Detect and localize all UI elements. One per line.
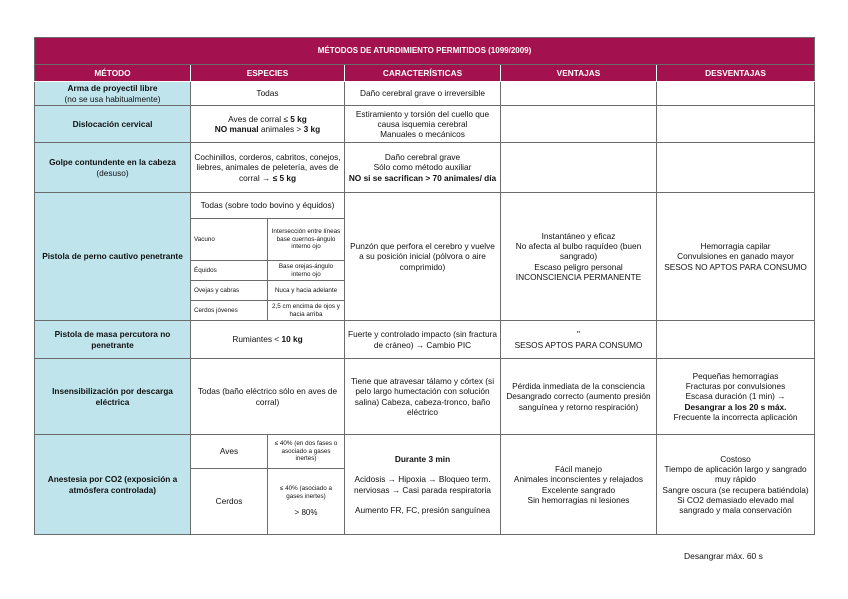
subspecies-name: Ovejas y cabras [191, 281, 268, 301]
subspecies-name: Équidos [191, 261, 268, 281]
table-row [35, 321, 815, 359]
characteristic-line: Manuales o mecánicos [380, 129, 465, 140]
characteristic-line: Acidosis → Hipoxia → Bloqueo term. nerviosas → Casi parada respiratoria [354, 474, 491, 495]
disadvantage-line: Convulsiones en ganado mayor [677, 251, 794, 262]
subspecies-position: Base orejas-ángulo interno ojo [268, 261, 345, 281]
disadvantage-line: Fracturas por convulsiones [685, 381, 786, 392]
subspecies-name: Cerdos jóvenes [191, 301, 268, 321]
disadvantage-line: Escasa duración (1 min) → [685, 391, 786, 402]
method-name: Arma de proyectil libre [67, 83, 158, 94]
characteristics-cell [345, 143, 501, 193]
disadvantage-line: Sangre oscura (se recupera batiéndola) [662, 484, 809, 495]
species-cell [191, 106, 345, 143]
species-cell [191, 143, 345, 193]
table-title: MÉTODOS DE ATURDIMIENTO PERMITIDOS (1099/2009) [35, 38, 815, 65]
disadvantages-cell [657, 193, 815, 321]
characteristic-line: Daño cerebral grave [384, 152, 461, 163]
disadvantage-line: Pequeñas hemorragias [692, 371, 779, 382]
header-ventajas: VENTAJAS [501, 65, 657, 82]
disadvantage-line: Hemorragia capilar [700, 241, 771, 252]
concentration-line: > 80% [294, 508, 318, 518]
advantages-cell [501, 435, 657, 535]
advantage-line: SESOS APTOS PARA CONSUMO [514, 339, 643, 350]
characteristics-cell: Tiene que atravesar tálamo y córtex (si pelo largo humectación con solución salina) Cabeza, cabeza-tronco, baño eléctrico [345, 359, 501, 435]
species-cell: Todas [191, 82, 345, 106]
species-limit: ≤ 5 kg [272, 172, 297, 183]
characteristic-line: Sólo como método auxiliar [373, 162, 472, 173]
method-name: Dislocación cervical [35, 106, 191, 143]
concentration-cell [268, 469, 345, 535]
subspecies-name: Vacuno [191, 219, 268, 261]
method-note: (no se usa habitualmente) [64, 93, 161, 104]
characteristic-line: Aumento FR, FC, presión sanguínea [354, 504, 491, 515]
species-text: Rumiantes < [232, 334, 282, 345]
characteristics-cell: Daño cerebral grave o irreversible [345, 82, 501, 106]
header-metodo: MÉTODO [35, 65, 191, 82]
header-caracteristicas: CARACTERÍSTICAS [345, 65, 501, 82]
advantage-line: INCONSCIENCIA PERMANENTE [515, 271, 642, 282]
species-cell: Todas (baño eléctrico sólo en aves de corral) [191, 359, 345, 435]
method-note: (desuso) [96, 167, 129, 178]
advantage-line: " [577, 329, 580, 340]
header-especies: ESPECIES [191, 65, 345, 82]
species-cell: Todas (sobre todo bovino y équidos) [191, 193, 345, 219]
disadvantages-cell [657, 321, 815, 359]
advantage-line: Excelente sangrado [541, 484, 616, 495]
advantage-line: Instantáneo y eficaz [541, 231, 616, 242]
method-cell [35, 143, 191, 193]
method-name: Pistola de masa percutora no penetrante [35, 321, 191, 359]
stunning-methods-table [34, 37, 815, 535]
advantages-cell [501, 193, 657, 321]
header-desventajas: DESVENTAJAS [657, 65, 815, 82]
disadvantages-cell [657, 82, 815, 106]
disadvantages-cell [657, 143, 815, 193]
species-cell [191, 321, 345, 359]
characteristics-cell [345, 435, 501, 535]
species-note: NO manual [214, 124, 259, 134]
concentration-line: ≤ 40% (asociado a gases inertes) [279, 485, 333, 500]
disadvantage-line: Tiempo de aplicación largo y sangrado muy rápido [664, 464, 807, 485]
advantage-line: No afecta al bulbo raquídeo (buen sangrado) [515, 241, 642, 262]
disadvantage-line: Si CO2 demasiado elevado mal sangrado y mala conservación [677, 494, 794, 515]
disadvantage-line: Desangrar a los 20 s máx. [684, 401, 787, 412]
disadvantage-line: Frecuente la incorrecta aplicación [673, 411, 798, 422]
method-name: Insensibilización por descarga eléctrica [35, 359, 191, 435]
species-text: Aves de corral ≤ [228, 113, 291, 124]
characteristic-line: Estiramiento y torsión del cuello que causa isquemia cerebral [355, 108, 490, 129]
table-row [35, 82, 815, 106]
species-limit: 5 kg [290, 113, 307, 124]
table-row [35, 106, 815, 143]
table-row [35, 193, 815, 219]
table-row [35, 435, 815, 469]
advantage-line: Sin hemorragias ni lesiones [527, 494, 630, 505]
species-text: animales > [258, 124, 304, 134]
advantage-line: Animales inconscientes y relajados [513, 474, 644, 485]
advantage-line: Fácil manejo [554, 464, 603, 475]
subspecies-position: Intersección entre líneas base cuernos-ángulo interno ojo [268, 219, 345, 261]
characteristics-cell: Punzón que perfora el cerebro y vuelve a su posición inicial (pólvora o aire comprimido) [345, 193, 501, 321]
characteristics-cell [345, 106, 501, 143]
characteristics-cell: Fuerte y controlado impacto (sin fractura de cráneo) → Cambio PIC [345, 321, 501, 359]
table-row [35, 143, 815, 193]
advantages-cell [501, 143, 657, 193]
disadvantages-cell [657, 435, 815, 535]
disadvantage-line: SESOS NO APTOS PARA CONSUMO [664, 261, 807, 272]
method-name: Pistola de perno cautivo penetrante [35, 193, 191, 321]
advantages-cell [501, 359, 657, 435]
advantages-cell [501, 106, 657, 143]
advantages-cell [501, 82, 657, 106]
characteristic-line: NO si se sacrifican > 70 animales/ día [348, 172, 497, 183]
subspecies-name: Cerdos [191, 469, 268, 535]
method-cell [35, 82, 191, 106]
concentration-cell: ≤ 40% (en dos fases o asociado a gases inertes) [268, 435, 345, 469]
species-text: Cochinillos, corderos, cabritos, conejos, liebres, animales de peletería, aves de corral → [194, 152, 341, 183]
method-name: Anestesia por CO2 (exposición a atmósfera controlada) [35, 435, 191, 535]
disadvantages-cell [657, 106, 815, 143]
subspecies-name: Aves [191, 435, 268, 469]
table-row [35, 359, 815, 435]
advantages-cell [501, 321, 657, 359]
species-limit: 10 kg [281, 334, 303, 345]
characteristic-line: Durante 3 min [394, 454, 451, 465]
disadvantage-line: Costoso [720, 454, 751, 465]
footer-note: Desangrar máx. 60 s [684, 551, 763, 561]
method-name: Golpe contundente en la cabeza [49, 157, 176, 168]
disadvantages-cell [657, 359, 815, 435]
advantage-line: Escaso peligro personal [534, 261, 623, 272]
subspecies-position: Nuca y hacia adelante [268, 281, 345, 301]
species-limit: 3 kg [303, 124, 321, 134]
advantage-line: Desangrado correcto (aumento presión sanguínea y retorno respiración) [506, 391, 651, 412]
subspecies-position: 2,5 cm encima de ojos y hacia arriba [268, 301, 345, 321]
advantage-line: Pérdida inmediata de la consciencia [512, 381, 645, 392]
